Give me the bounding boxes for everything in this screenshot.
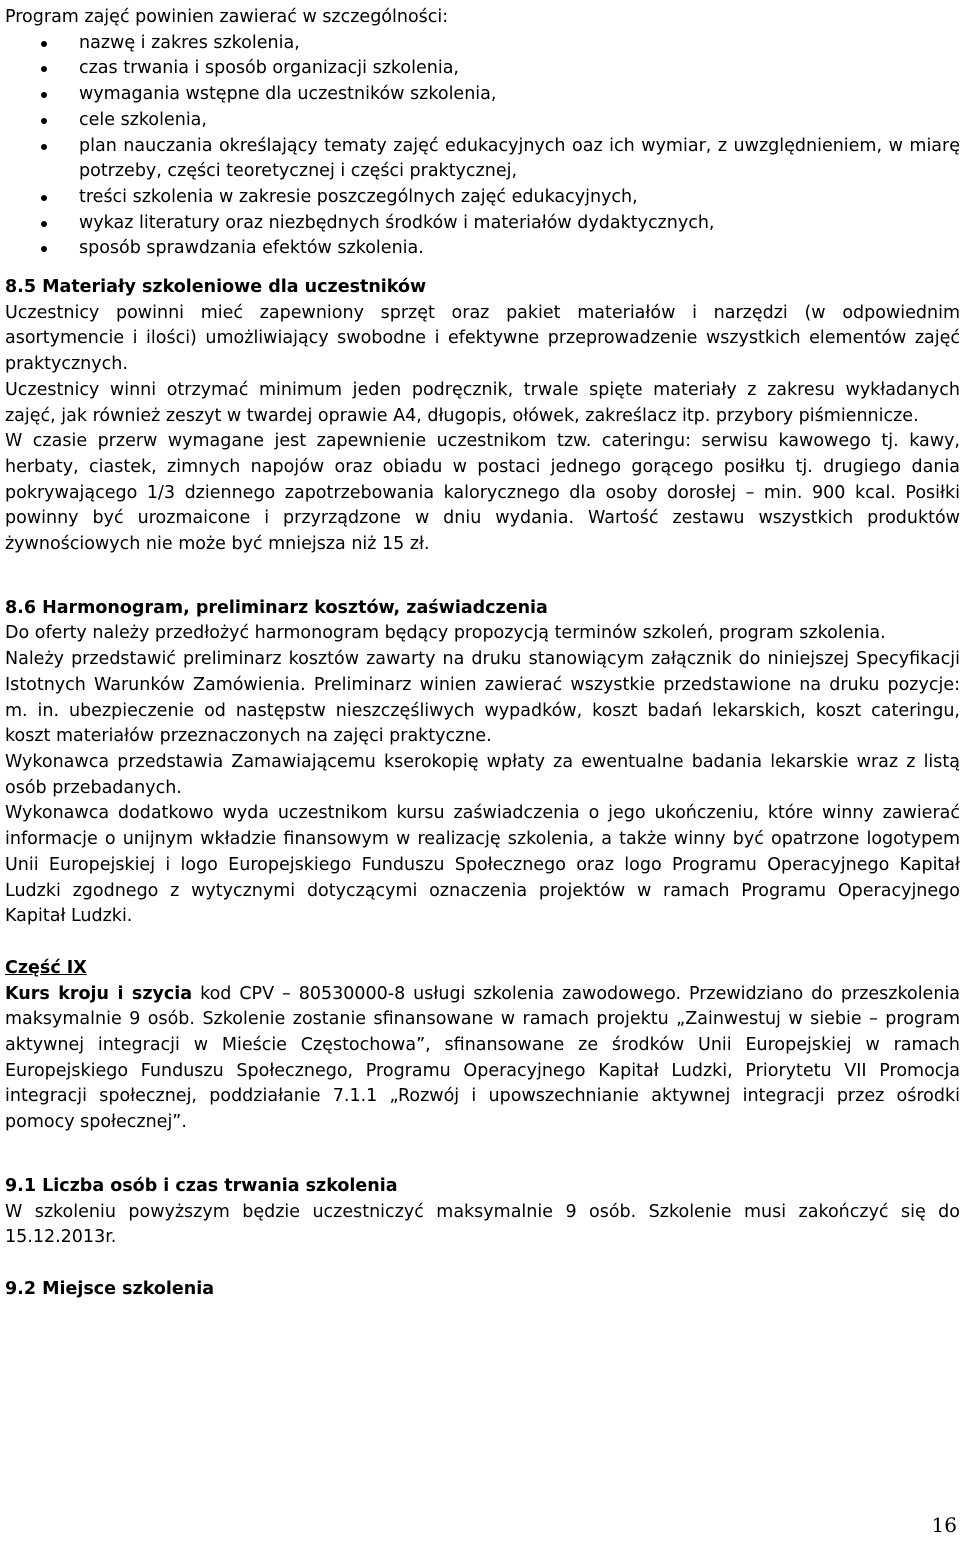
bullet-icon — [41, 92, 47, 98]
program-intro: Program zajęć powinien zawierać w szczególności: — [5, 7, 449, 27]
part-title: Część IX — [5, 957, 87, 978]
paragraph: Uczestnicy winni otrzymać minimum jeden podręcznik, trwale spięte materiały z zakresu wykładanych zajęć, jak również zeszyt w twardej oprawie A4, długopis, ołówek, zakreślacz itp. przybory piśmiennicze. — [5, 379, 960, 426]
list-item: nazwę i zakres szkolenia, — [5, 31, 960, 57]
bullet-icon — [41, 66, 47, 72]
course-description: Kurs kroju i szycia kod CPV – 80530000-8 usługi szkolenia zawodowego. Przewidziano do przeszkolenia maksymalnie 9 osób. Szkolenie zostanie sfinansowane w ramach projektu „Zainwestuj w siebie – program aktywnej integracji w Mieście Częstochowa”, sfinansowane ze środków Unii Europejskiej w ramach Europejskiego Funduszu Społecznego, Programu Operacyjnego Kapitał Ludzki, Priorytetu VII Promocja integracji społecznej, poddziałanie 7.1.1 „Rozwój i upowszechnianie aktywnej integracji przez ośrodki pomocy społecznej”. — [5, 983, 960, 1133]
document-page — [5, 5, 960, 1303]
bullet-icon — [41, 144, 47, 150]
list-item: wykaz literatury oraz niezbędnych środków i materiałów dydaktycznych, — [5, 211, 960, 237]
paragraph: Uczestnicy powinni mieć zapewniony sprzęt oraz pakiet materiałów i narzędzi (w odpowiednim asortymencie i ilości) umożliwiający swobodne i efektywne przeprowadzenie wszystkich elementów zajęć praktycznych. — [5, 302, 960, 375]
section-heading-9-2: 9.2 Miejsce szkolenia — [5, 1278, 215, 1299]
list-item: plan nauczania określający tematy zajęć edukacyjnych oaz ich wymiar, z uwzględnieniem, w miarę potrzeby, części teoretycznej i części praktycznej, — [5, 134, 960, 185]
course-name: Kurs kroju i szycia — [5, 983, 193, 1004]
paragraph: Wykonawca dodatkowo wyda uczestnikom kursu zaświadczenia o jego ukończeniu, które winny zawierać informacje o unijnym wkładzie finansowym w realizację szkolenia, a także winny być opatrzone logotypem Unii Europejskiej i logo Europejskiego Funduszu Społecznego oraz logo Programu Operacyjnego Kapitał Ludzki zgodnego z wytycznymi dotyczącymi oznaczenia projektów w ramach Programu Operacyjnego Kapitał Ludzki. — [5, 803, 960, 927]
list-item: sposób sprawdzania efektów szkolenia. — [5, 236, 960, 262]
bullet-icon — [41, 246, 47, 252]
list-item: czas trwania i sposób organizacji szkolenia, — [5, 56, 960, 82]
bullet-icon — [41, 195, 47, 201]
paragraph: Do oferty należy przedłożyć harmonogram będący propozycją terminów szkoleń, program szkolenia. — [5, 623, 886, 644]
list-item: treści szkolenia w zakresie poszczególnych zajęć edukacyjnych, — [5, 185, 960, 211]
page-number: 16 — [931, 1513, 957, 1537]
paragraph: Należy przedstawić preliminarz kosztów zawarty na druku stanowiącym załącznik do niniejszej Specyfikacji Istotnych Warunków Zamówienia. Preliminarz winien zawierać wszystkie przedstawione na druku pozycje: m. in. ubezpieczenie od następstw nieszczęśliwych wypadków, koszt badań lekarskich, koszt cateringu, koszt materiałów przeznaczonych na zajęci praktyczne. — [5, 649, 960, 747]
bullet-icon — [41, 118, 47, 124]
paragraph: W szkoleniu powyższym będzie uczestniczyć maksymalnie 9 osób. Szkolenie musi zakończyć się do 15.12.2013r. — [5, 1201, 960, 1248]
list-item: wymagania wstępne dla uczestników szkolenia, — [5, 82, 960, 108]
section-heading-8-5: 8.5 Materiały szkoleniowe dla uczestników — [5, 277, 427, 298]
paragraph: Wykonawca przedstawia Zamawiającemu kserokopię wpłaty za ewentualne badania lekarskie wraz z listą osób przebadanych. — [5, 751, 960, 798]
section-heading-9-1: 9.1 Liczba osób i czas trwania szkolenia — [5, 1175, 398, 1196]
program-requirements-list — [5, 31, 960, 262]
paragraph: W czasie przerw wymagane jest zapewnienie uczestnikom tzw. cateringu: serwisu kawowego tj. kawy, herbaty, ciastek, zimnych napojów oraz obiadu w postaci jednego gorącego posiłku tj. drugiego dania pokrywającego 1/3 dziennego zapotrzebowania kalorycznego dla osoby dorosłej – min. 900 kcal. Posiłki powinny być urozmaicone i przyrządzone w dniu wydania. Wartość zestawu wszystkich produktów żywnościowych nie może być mniejsza niż 15 zł. — [5, 431, 960, 555]
bullet-icon — [41, 221, 47, 227]
section-heading-8-6: 8.6 Harmonogram, preliminarz kosztów, zaświadczenia — [5, 597, 548, 618]
list-item: cele szkolenia, — [5, 108, 960, 134]
bullet-icon — [41, 41, 47, 47]
